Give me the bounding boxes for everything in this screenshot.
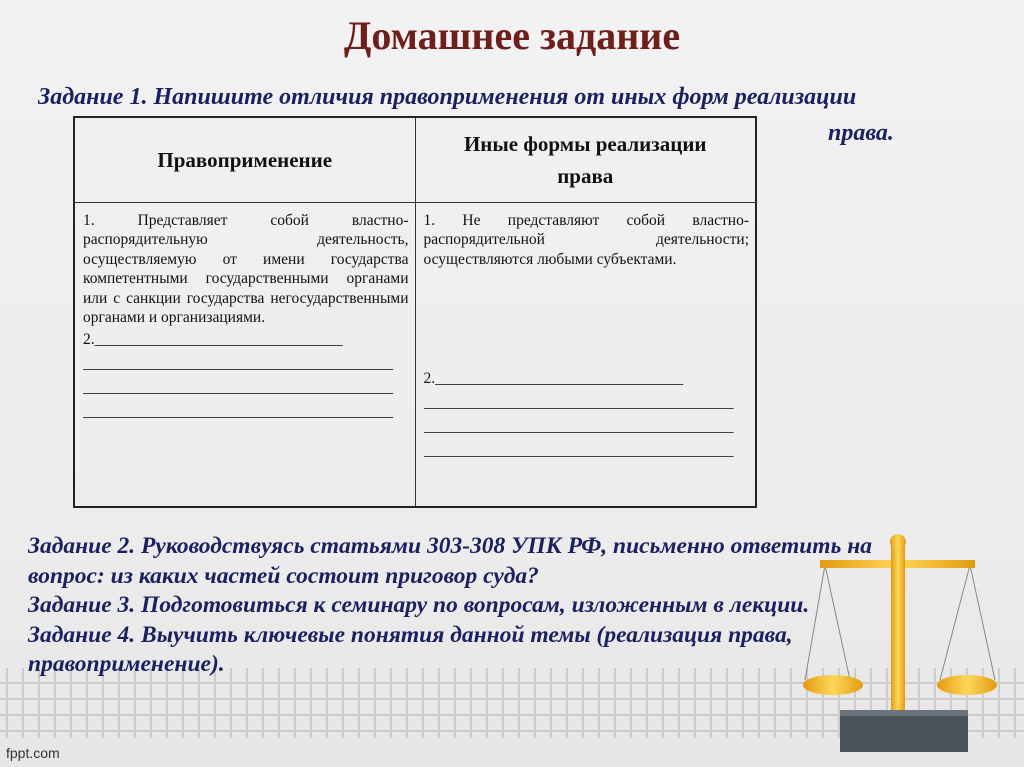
task-2: Задание 2. Руководствуясь статьями 303-308 УПК РФ, письменно ответить на вопрос: из каких частей состоит приговор суда? — [28, 533, 872, 589]
task-1-line2: права. — [828, 120, 894, 146]
task-1-line1: Задание 1. Напишите отличия правоприменения от иных форм реализации — [38, 84, 857, 110]
blank-line: ________________________________________ — [83, 355, 393, 373]
fppt-logo: fppt.com — [6, 745, 60, 761]
slide-title: Домашнее задание — [343, 13, 681, 58]
right-item-2: 2.________________________________ — [423, 370, 684, 388]
right-item-1: 1. Не представляют собой властно-распорядительной деятельности; осуществляются любыми субъектами. — [423, 211, 749, 268]
header-law-application: Правоприменение — [74, 117, 415, 202]
blank-line: ________________________________________ — [423, 442, 734, 460]
scales-of-justice-icon — [795, 530, 1005, 755]
left-item-2: 2.________________________________ — [83, 331, 343, 349]
header-other-forms: Иные формы реализации права — [415, 117, 756, 202]
blank-line: ________________________________________ — [423, 418, 734, 436]
task-1 — [38, 80, 1013, 146]
task-3: Задание 3. Подготовиться к семинару по вопросам, изложенным в лекции. — [28, 592, 810, 618]
blank-line: ________________________________________ — [83, 379, 393, 397]
comparison-table — [73, 116, 757, 508]
task-4: Задание 4. Выучить ключевые понятия данной темы (реализация права, правоприменение). — [28, 621, 793, 677]
cell-right — [415, 202, 756, 507]
left-item-1: 1. Представляет собой властно-распорядительную деятельность, осуществляемую от имени государства компетентными государственными органами или с санкции государства негосударственными органами и организациями. — [83, 211, 409, 327]
blank-line: ________________________________________ — [83, 403, 393, 421]
blank-line: ________________________________________ — [423, 394, 734, 412]
cell-left — [74, 202, 415, 507]
